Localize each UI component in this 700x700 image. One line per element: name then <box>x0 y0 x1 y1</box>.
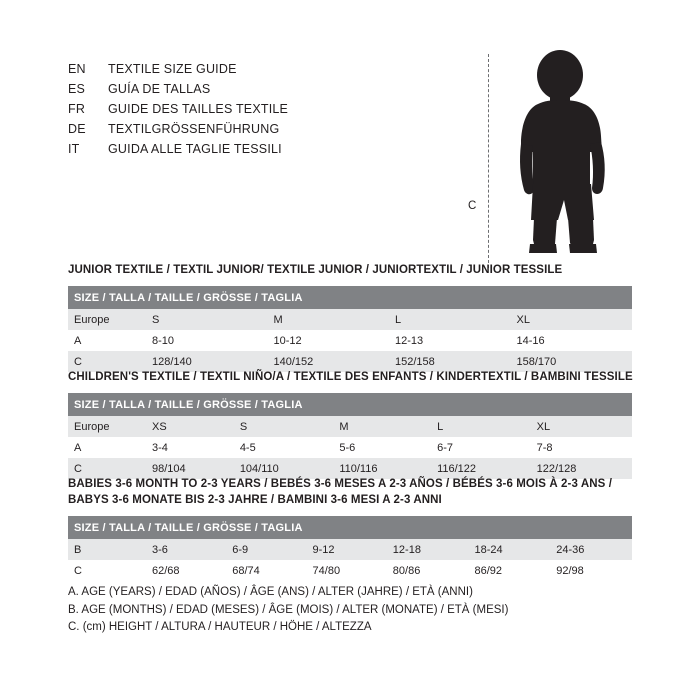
cell: XS <box>146 416 234 437</box>
table-row <box>68 458 632 479</box>
legend-line-a: A. AGE (YEARS) / EDAD (AÑOS) / ÂGE (ANS) / ALTER (JAHRE) / ETÀ (ANNI) <box>68 586 473 598</box>
cell: 122/128 <box>531 458 632 479</box>
cell: 86/92 <box>469 560 551 581</box>
cell: XL <box>511 309 633 330</box>
cell: 18-24 <box>469 539 551 560</box>
language-code: IT <box>68 142 80 156</box>
language-title: GUIDA ALLE TAGLIE TESSILI <box>108 142 282 156</box>
row-label: C <box>68 560 146 581</box>
language-code: ES <box>68 82 86 96</box>
language-code: DE <box>68 122 86 136</box>
table-header-row <box>68 393 632 416</box>
cell: 116/122 <box>431 458 531 479</box>
table-row <box>68 437 632 458</box>
cell: M <box>333 416 431 437</box>
language-code: FR <box>68 102 86 116</box>
table-header-label: SIZE / TALLA / TAILLE / GRÖSSE / TAGLIA <box>68 516 632 539</box>
language-row <box>68 122 488 142</box>
language-row <box>68 82 488 102</box>
legend-line-b: B. AGE (MONTHS) / EDAD (MESES) / ÂGE (MOIS) / ALTER (MONATE) / ETÀ (MESI) <box>68 603 509 616</box>
language-title: GUIDE DES TAILLES TEXTILE <box>108 102 289 116</box>
figure-area <box>468 40 658 260</box>
row-label: A <box>68 330 146 351</box>
cell: 62/68 <box>146 560 226 581</box>
cell: 152/158 <box>389 351 511 372</box>
cell: 128/140 <box>146 351 268 372</box>
cell: 98/104 <box>146 458 234 479</box>
table-header-row <box>68 286 632 309</box>
table-row <box>68 309 632 330</box>
language-list <box>68 62 488 162</box>
row-label: C <box>68 351 146 372</box>
table-row <box>68 330 632 351</box>
legend <box>68 584 508 637</box>
cell: 4-5 <box>234 437 334 458</box>
cell: 6-7 <box>431 437 531 458</box>
language-code: EN <box>68 62 86 76</box>
cell: 158/170 <box>511 351 633 372</box>
cell: M <box>268 309 390 330</box>
height-dashed-line <box>488 54 489 268</box>
legend-line-c: C. (cm) HEIGHT / ALTURA / HAUTEUR / HÖHE / ALTEZZA <box>68 621 372 633</box>
table-header-label: SIZE / TALLA / TAILLE / GRÖSSE / TAGLIA <box>68 286 632 309</box>
language-title: TEXTILE SIZE GUIDE <box>108 62 237 76</box>
cell: 14-16 <box>511 330 633 351</box>
height-marker-label: C <box>468 200 477 212</box>
cell: S <box>234 416 334 437</box>
cell: L <box>389 309 511 330</box>
language-row <box>68 102 488 122</box>
table-babies <box>68 516 632 581</box>
cell: 3-4 <box>146 437 234 458</box>
row-label: Europe <box>68 309 146 330</box>
table-header-row <box>68 516 632 539</box>
row-label: B <box>68 539 146 560</box>
cell: 24-36 <box>550 539 632 560</box>
table-row <box>68 416 632 437</box>
section-title-babies: BABIES 3-6 MONTH TO 2-3 YEARS / BEBÉS 3-6 MESES A 2-3 AÑOS / BÉBÉS 3-6 MOIS À 2-3 ANS / <box>68 478 612 490</box>
row-label: A <box>68 437 146 458</box>
language-row <box>68 62 488 82</box>
cell: S <box>146 309 268 330</box>
cell: 6-9 <box>226 539 306 560</box>
section-title-babies-line2: BABYS 3-6 MONATE BIS 2-3 JAHRE / BAMBINI 3-6 MESI A 2-3 ANNI <box>68 494 442 506</box>
table-row <box>68 560 632 581</box>
cell: 74/80 <box>307 560 387 581</box>
cell: 92/98 <box>550 560 632 581</box>
table-row <box>68 539 632 560</box>
row-label: C <box>68 458 146 479</box>
cell: 5-6 <box>333 437 431 458</box>
cell: 68/74 <box>226 560 306 581</box>
child-silhouette-icon <box>508 48 618 263</box>
section-title-junior: JUNIOR TEXTILE / TEXTIL JUNIOR/ TEXTILE JUNIOR / JUNIORTEXTIL / JUNIOR TESSILE <box>68 264 563 276</box>
cell: 104/110 <box>234 458 334 479</box>
table-row <box>68 351 632 372</box>
cell: 7-8 <box>531 437 632 458</box>
cell: 110/116 <box>333 458 431 479</box>
cell: 80/86 <box>387 560 469 581</box>
cell: 8-10 <box>146 330 268 351</box>
language-title: TEXTILGRÖSSENFÜHRUNG <box>108 122 280 136</box>
language-title: GUÍA DE TALLAS <box>108 82 211 96</box>
cell: 10-12 <box>268 330 390 351</box>
row-label: Europe <box>68 416 146 437</box>
cell: XL <box>531 416 632 437</box>
table-header-label: SIZE / TALLA / TAILLE / GRÖSSE / TAGLIA <box>68 393 632 416</box>
language-row <box>68 142 488 162</box>
cell: 140/152 <box>268 351 390 372</box>
table-children <box>68 393 632 479</box>
table-junior <box>68 286 632 372</box>
section-title-children: CHILDREN'S TEXTILE / TEXTIL NIÑO/A / TEXTILE DES ENFANTS / KINDERTEXTIL / BAMBINI TESSILE <box>68 371 633 383</box>
cell: 3-6 <box>146 539 226 560</box>
cell: 12-18 <box>387 539 469 560</box>
cell: L <box>431 416 531 437</box>
cell: 9-12 <box>307 539 387 560</box>
cell: 12-13 <box>389 330 511 351</box>
